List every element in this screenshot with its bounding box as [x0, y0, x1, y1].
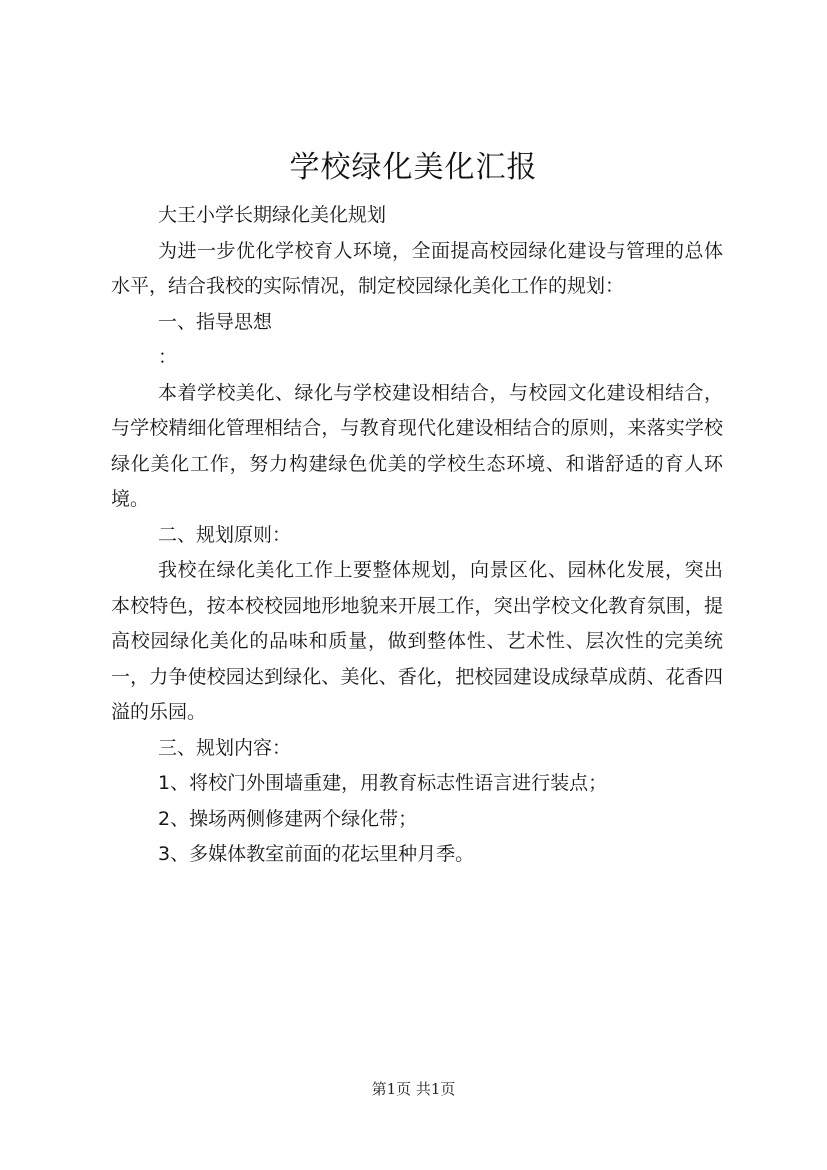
paragraph-colon: ：	[158, 346, 178, 368]
page-number-footer: 第1页 共1页	[371, 1080, 456, 1098]
paragraph-plan-item-2: 2、操场两侧修建两个绿化带；	[158, 807, 418, 830]
paragraph-intro: 为进一步优化学校育人环境，全面提高校园绿化建设与管理的总体水平，结合我校的实际情况，制定校园绿化美化工作的规划：	[111, 239, 723, 297]
paragraph-section-1-heading: 一、指导思想	[158, 310, 273, 333]
paragraph-guiding-content: 本着学校美化、绿化与学校建设相结合，与校园文化建设相结合，与学校精细化管理相结合，与教育现代化建设相结合的原则，来落实学校绿化美化工作，努力构建绿色优美的学校生态环境、和谐舒适的育人环境。	[111, 381, 723, 510]
paragraph-section-3-heading: 三、规划内容：	[158, 736, 292, 759]
paragraph-school-plan: 大王小学长期绿化美化规划	[158, 204, 387, 226]
paragraph-plan-item-1: 1、将校门外围墙重建，用教育标志性语言进行装点；	[158, 772, 608, 794]
paragraph-plan-item-3: 3、多媒体教室前面的花坛里种月季。	[158, 843, 475, 865]
paragraph-section-2-heading: 二、规划原则：	[158, 523, 292, 546]
paragraph-planning-principles: 我校在绿化美化工作上要整体规划，向景区化、园林化发展，突出本校特色，按本校校园地形地貌来开展工作，突出学校文化教育氛围，提高校园绿化美化的品味和质量，做到整体性、艺术性、层次性的完美统一，力争使校园达到绿化、美化、香化，把校园建设成绿草成荫、花香四溢的乐园。	[111, 559, 723, 723]
document-title: 学校绿化美化汇报	[289, 150, 538, 185]
document-body	[111, 198, 723, 873]
